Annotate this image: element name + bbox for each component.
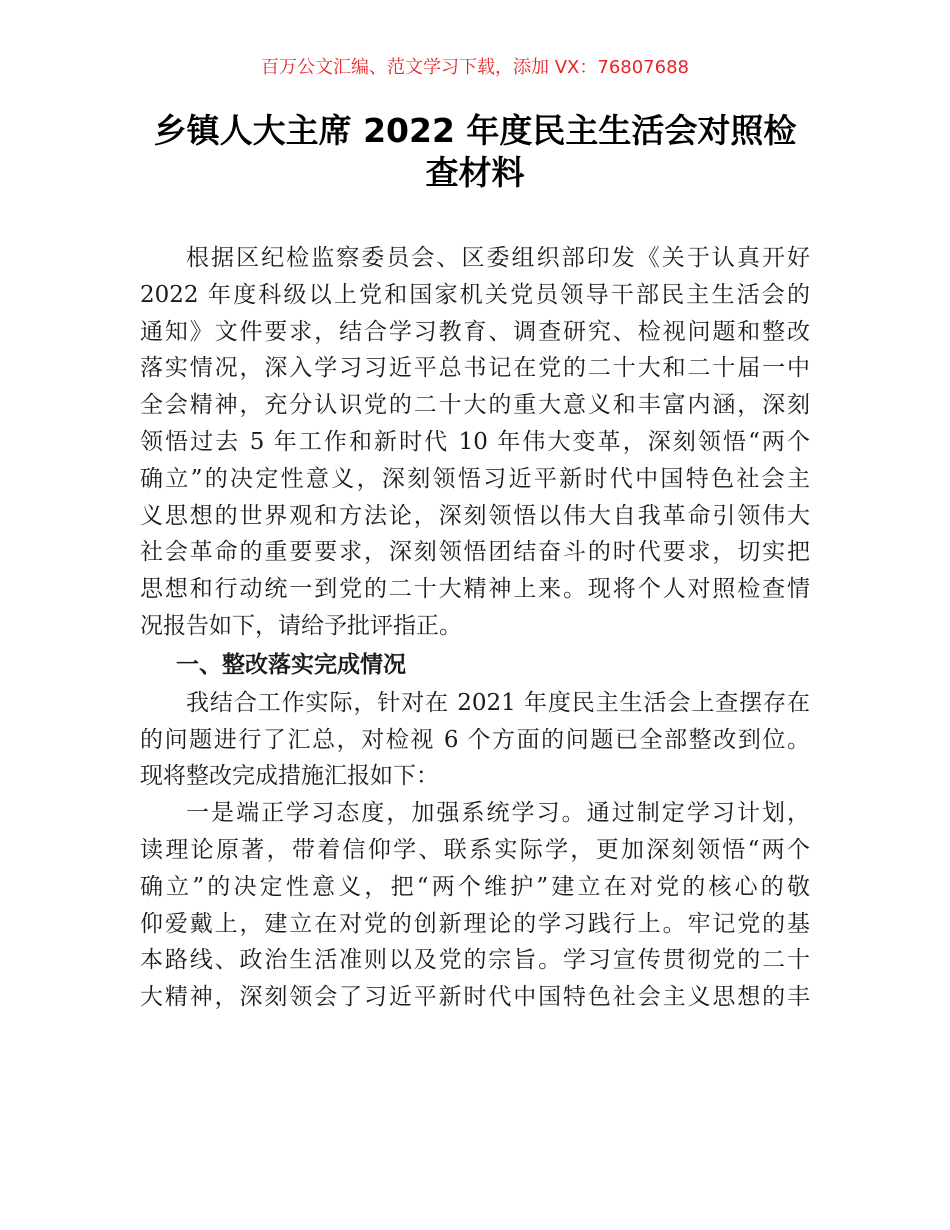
paragraph-line: 确立”的决定性意义，深刻领悟习近平新时代中国特色社会主 (140, 465, 810, 492)
document-title-line-1: 乡镇人大主席 2022 年度民主生活会对照检 (153, 111, 797, 150)
watermark-header: 百万公文汇编、范文学习下载，添加 VX：76807688 (261, 57, 689, 78)
paragraph-line: 大精神，深刻领会了习近平新时代中国特色社会主义思想的丰 (140, 984, 810, 1011)
section-heading (140, 645, 810, 685)
paragraph-line: 领悟过去 5 年工作和新时代 10 年伟大变革，深刻领悟“两个 (140, 428, 810, 455)
paragraph-line: 根据区纪检监察委员会、区委组织部印发《关于认真开好 (186, 245, 810, 271)
paragraph-line: 读理论原著，带着信仰学、联系实际学，更加深刻领悟“两个 (140, 836, 810, 863)
paragraph-line: 全会精神，充分认识党的二十大的重大意义和丰富内涵，深刻 (140, 392, 810, 419)
paragraph-line: 落实情况，深入学习习近平总书记在党的二十大和二十届一中 (140, 355, 810, 382)
paragraph-line: 社会革命的重要要求，深刻领悟团结奋斗的时代要求，切实把 (140, 539, 810, 566)
paragraph-line: 义思想的世界观和方法论，深刻领悟以伟大自我革命引领伟大 (140, 502, 810, 529)
paragraph-line: 的问题进行了汇总，对检视 6 个方面的问题已全部整改到位。 (140, 726, 810, 753)
heading-text: 一、整改落实完成情况 (176, 651, 406, 678)
paragraph-line: 确立”的决定性意义，把“两个维护”建立在对党的核心的敬 (140, 873, 810, 900)
document-title (130, 110, 820, 194)
paragraph-line: 通知》文件要求，结合学习教育、调查研究、检视问题和整改 (140, 318, 810, 345)
paragraph (140, 795, 810, 1016)
paragraph-line: 2022 年度科级以上党和国家机关党员领导干部民主生活会的 (140, 281, 810, 308)
paragraph-line: 现将整改完成措施汇报如下： (140, 763, 439, 790)
document-title-line-2: 查材料 (425, 153, 525, 192)
paragraph-line: 本路线、政治生活准则以及党的宗旨。学习宣传贯彻党的二十 (140, 947, 810, 974)
paragraph-line: 仰爱戴上，建立在对党的创新理论的学习践行上。牢记党的基 (140, 910, 810, 937)
paragraph (140, 240, 810, 645)
paragraph-line: 我结合工作实际，针对在 2021 年度民主生活会上查摆存在 (186, 689, 810, 716)
paragraph-line: 思想和行动统一到党的二十大精神上来。现将个人对照检查情 (140, 576, 810, 603)
paragraph-line: 一是端正学习态度，加强系统学习。通过制定学习计划， (186, 800, 810, 827)
paragraph-line: 况报告如下，请给予批评指正。 (140, 612, 462, 639)
paragraph (140, 685, 810, 795)
document-body (140, 240, 810, 1016)
